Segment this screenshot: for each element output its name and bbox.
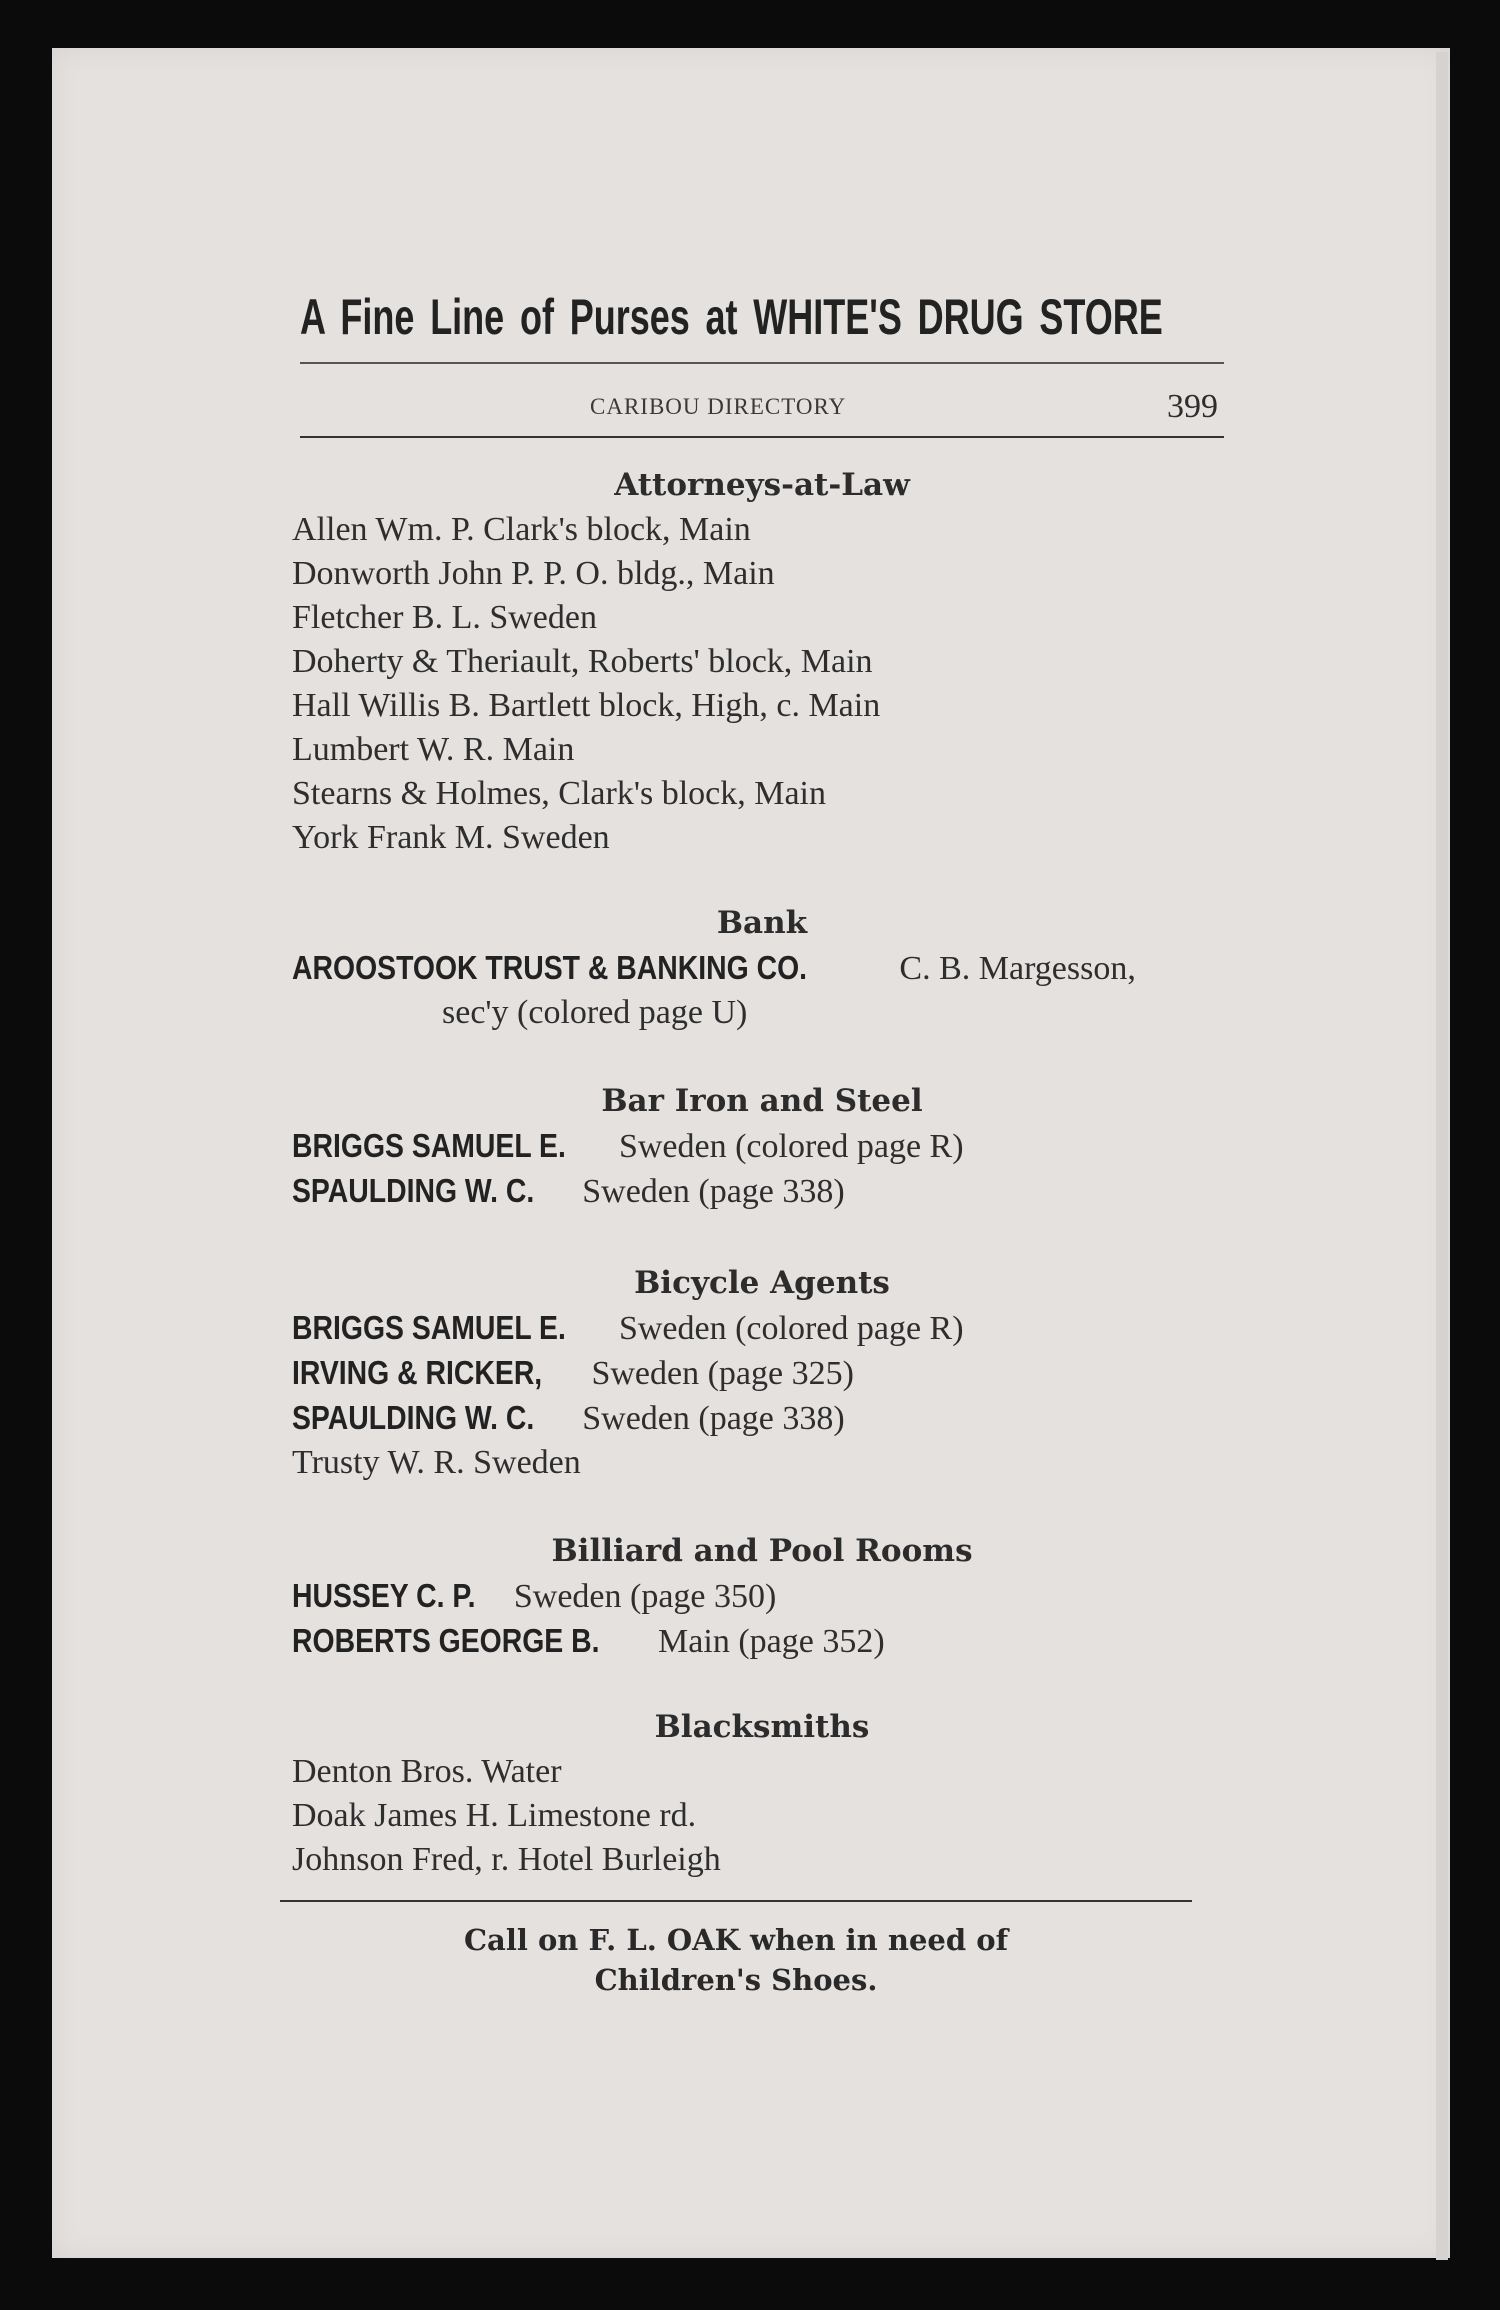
entry-name: SPAULDING W. C. (292, 1399, 535, 1436)
footer-ad-line-2: Children's Shoes. (594, 1963, 878, 1997)
entry-list (292, 946, 1232, 1035)
footer-ad-line-1: Call on F. L. OAK when in need of (463, 1923, 1009, 1957)
list-item (292, 1441, 1232, 1485)
list-item (292, 1750, 1232, 1794)
list-item (292, 1838, 1232, 1882)
section-heading: Bar Iron and Steel (601, 1083, 923, 1119)
footer-advertisement (280, 1920, 1192, 2000)
entry-list (292, 508, 1232, 860)
section-blacksmiths (292, 1704, 1232, 1882)
list-item (292, 991, 1232, 1035)
list-item (292, 596, 1232, 640)
header-ad-rule (300, 362, 1224, 364)
entry-list (292, 1124, 1232, 1214)
section-heading: Bicycle Agents (634, 1265, 890, 1301)
entry-text: Doherty & Theriault, Roberts' block, Main (292, 643, 873, 680)
list-item (292, 508, 1232, 552)
section-bicycle-agents (292, 1260, 1232, 1485)
list-item (292, 1351, 1232, 1396)
entry-name: HUSSEY C. P. (292, 1577, 476, 1614)
entry-name: ROBERTS GEORGE B. (292, 1622, 600, 1659)
entry-name: IRVING & RICKER, (292, 1354, 543, 1391)
entry-text: Sweden (page 338) (582, 1173, 845, 1210)
entry-text: Doak James H. Limestone rd. (292, 1797, 697, 1834)
section-billiard-pool (292, 1528, 1232, 1664)
page-number: 399 (1167, 388, 1218, 425)
entry-list (292, 1306, 1232, 1485)
list-item (292, 816, 1232, 860)
list-item (292, 772, 1232, 816)
entry-text: York Frank M. Sweden (292, 819, 610, 856)
page-edge (1436, 52, 1448, 2260)
list-item (292, 1619, 1232, 1664)
entry-text: Denton Bros. Water (292, 1753, 562, 1790)
entry-list (292, 1574, 1232, 1664)
list-item (292, 552, 1232, 596)
section-attorneys (292, 462, 1232, 860)
list-item (292, 946, 1232, 991)
running-head (300, 380, 1224, 438)
section-heading: Billiard and Pool Rooms (551, 1533, 973, 1569)
footer-rule (280, 1900, 1192, 1902)
entry-text: Trusty W. R. Sweden (292, 1444, 581, 1481)
list-item (292, 1396, 1232, 1441)
section-heading: Attorneys-at-Law (614, 467, 910, 503)
list-item (292, 684, 1232, 728)
entry-text: Donworth John P. P. O. bldg., Main (292, 555, 775, 592)
section-bar-iron (292, 1078, 1232, 1214)
entry-text: Johnson Fred, r. Hotel Burleigh (292, 1841, 721, 1878)
section-bank (292, 900, 1232, 1035)
entry-text: Sweden (colored page R) (618, 1128, 964, 1165)
entry-text: Sweden (page 350) (513, 1578, 777, 1615)
entry-text: sec'y (colored page U) (442, 994, 748, 1031)
entry-name: AROOSTOOK TRUST & BANKING CO. (292, 949, 808, 986)
list-item (292, 1794, 1232, 1838)
entry-text: Fletcher B. L. Sweden (292, 599, 597, 636)
entry-text: Sweden (colored page R) (618, 1310, 964, 1347)
list-item (292, 1306, 1232, 1351)
list-item (292, 728, 1232, 772)
entry-text: Stearns & Holmes, Clark's block, Main (292, 775, 827, 812)
entry-name: BRIGGS SAMUEL E. (292, 1127, 566, 1164)
list-item (292, 1169, 1232, 1214)
section-heading: Bank (716, 905, 808, 941)
list-item (292, 640, 1232, 684)
entry-text: Hall Willis B. Bartlett block, High, c. Main (292, 687, 881, 724)
entry-name: SPAULDING W. C. (292, 1172, 535, 1209)
entry-list (292, 1750, 1232, 1882)
list-item (292, 1124, 1232, 1169)
entry-name: BRIGGS SAMUEL E. (292, 1309, 566, 1346)
section-heading: Blacksmiths (654, 1709, 870, 1745)
entry-text: Sweden (page 338) (582, 1400, 845, 1437)
running-title: CARIBOU DIRECTORY (590, 394, 847, 419)
entry-text: Sweden (page 325) (591, 1355, 854, 1392)
entry-text: Allen Wm. P. Clark's block, Main (292, 511, 751, 548)
entry-text: Lumbert W. R. Main (292, 731, 575, 768)
entry-text: Main (page 352) (658, 1623, 885, 1660)
entry-text: C. B. Margesson, (899, 950, 1136, 987)
list-item (292, 1574, 1232, 1619)
header-advertisement: A Fine Line of Purses at WHITE'S DRUG STORE (300, 289, 1163, 345)
